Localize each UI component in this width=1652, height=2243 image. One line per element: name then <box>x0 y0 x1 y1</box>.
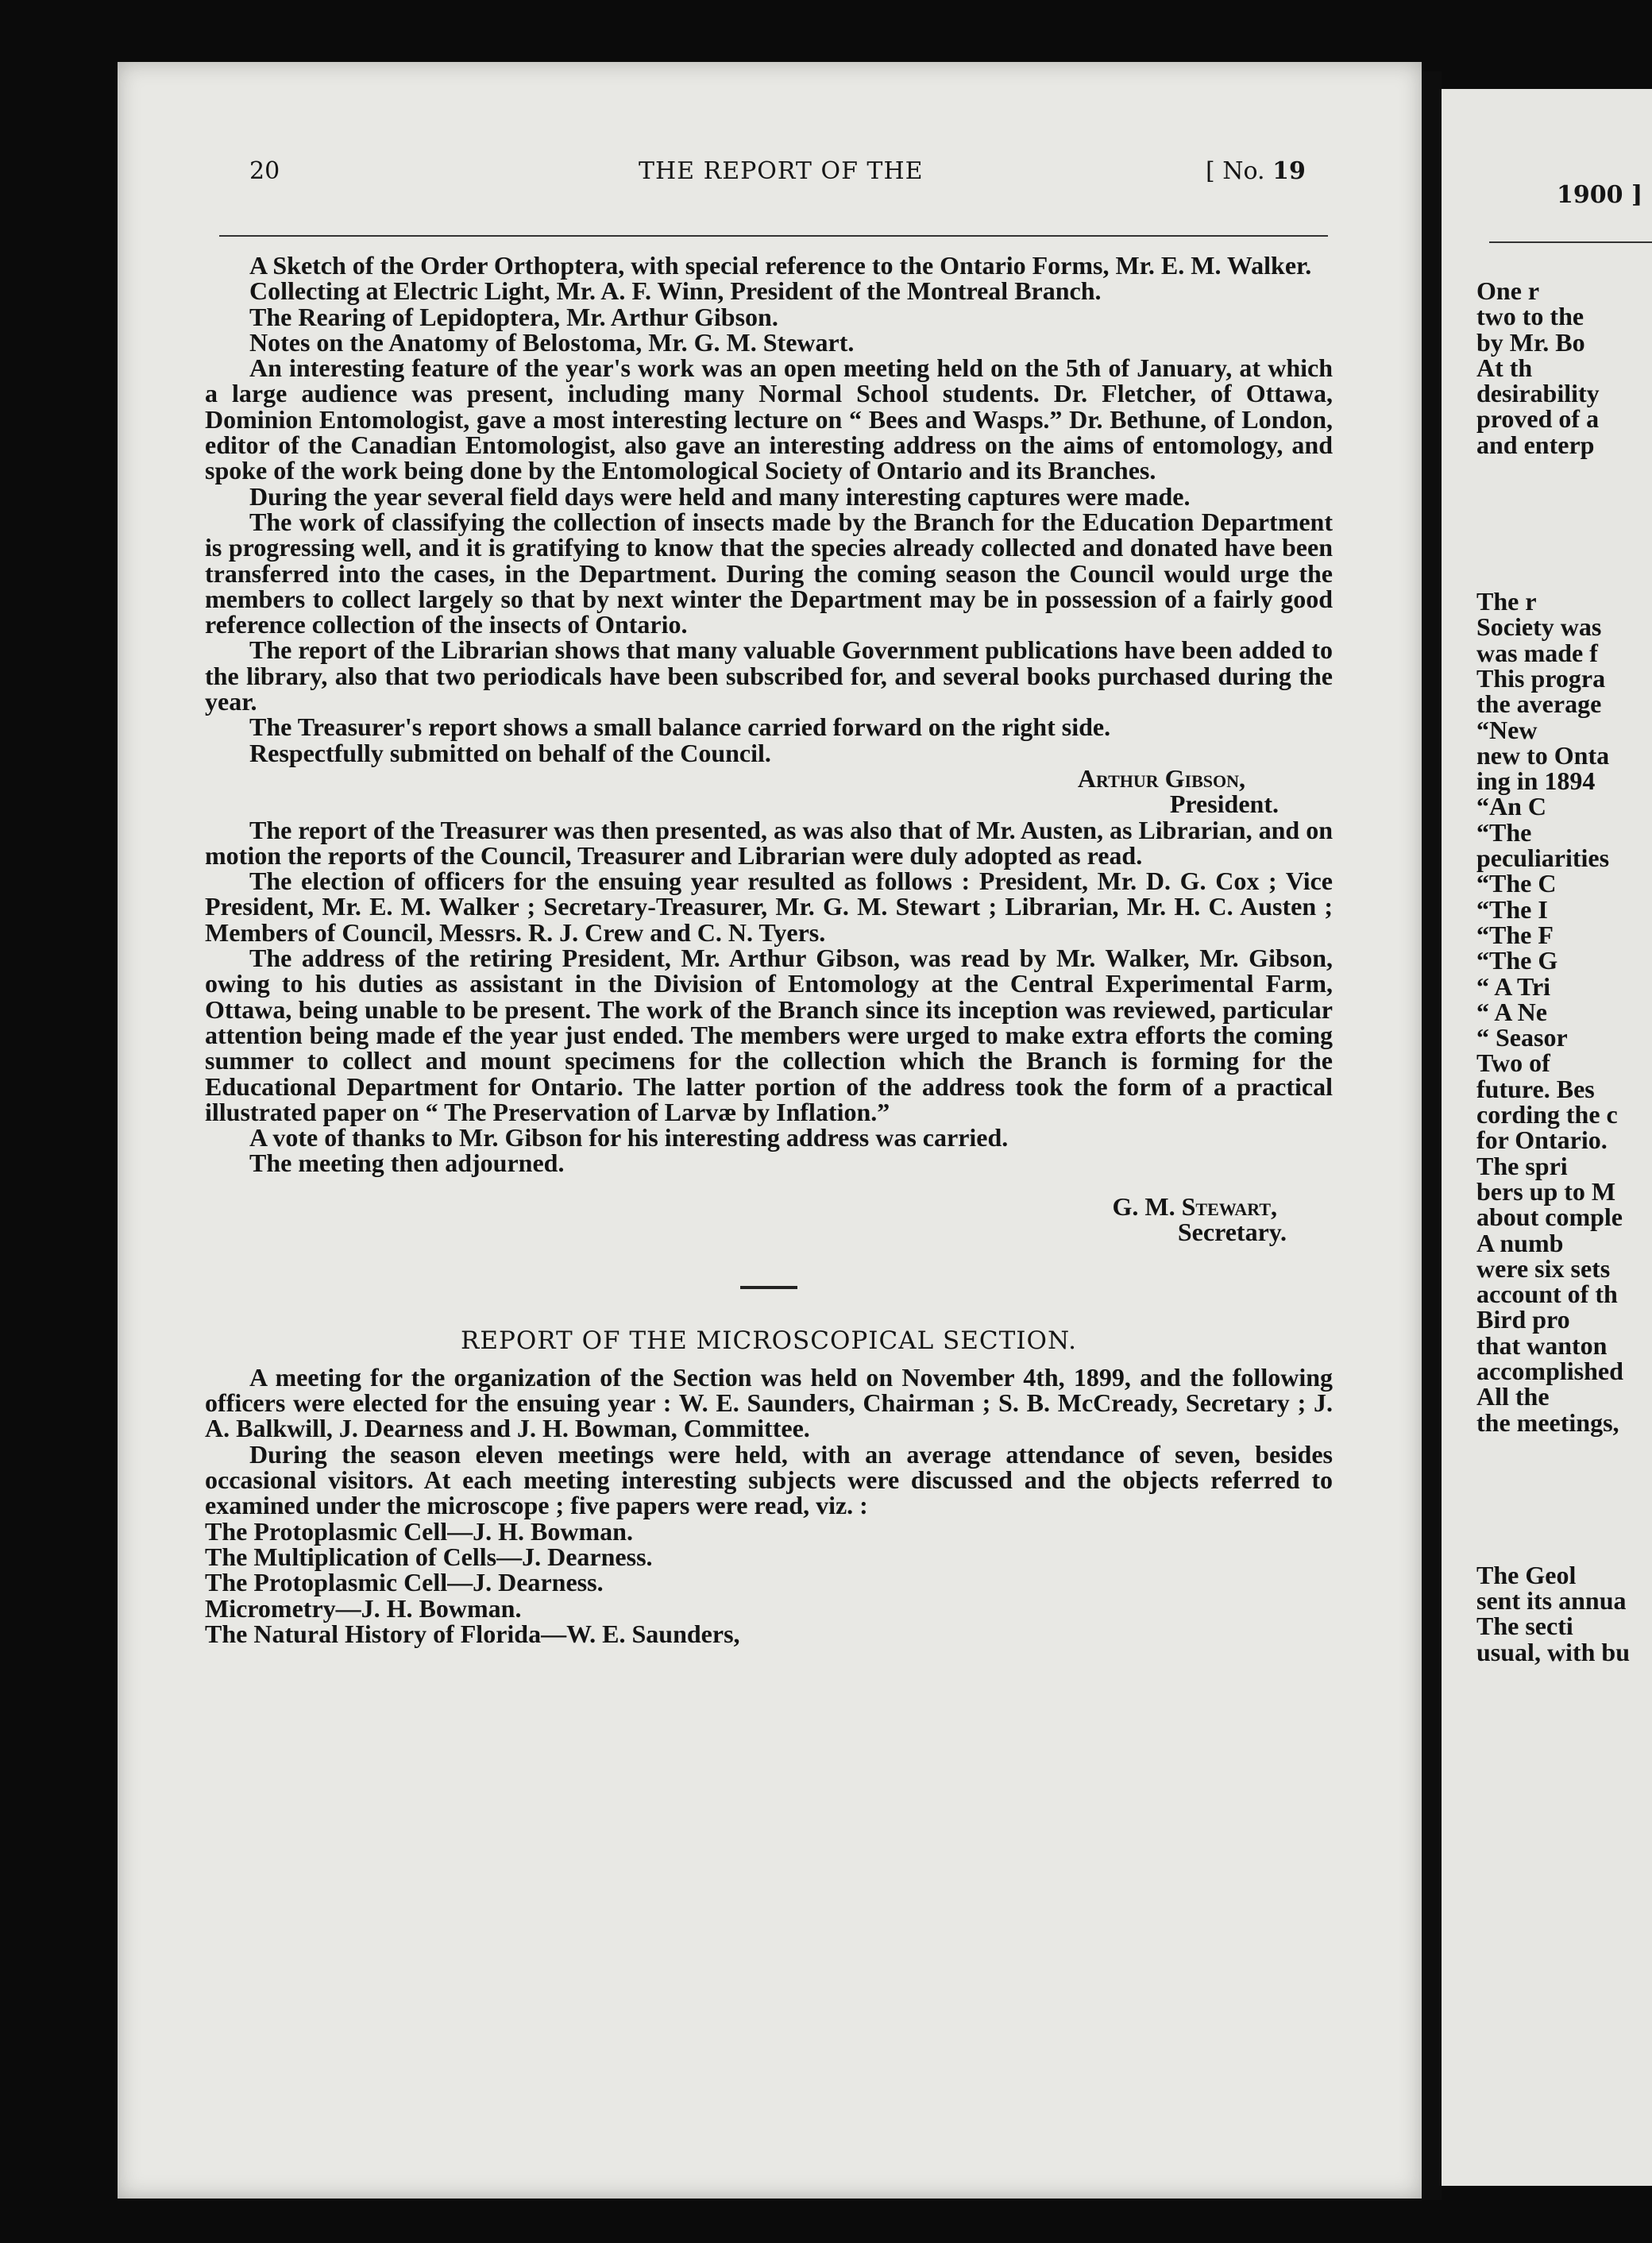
right-block-2 <box>1476 589 1652 1435</box>
paragraph: An interesting feature of the year's work was an open meeting held on the 5th of January, at which a large audience was present, including many Normal School students. Dr. Fletcher, of Ottawa, Dominion Entomologist, gave a most interesting lecture on “ Bees and Wasps.” Dr. Bethune, of London, editor of the Canadian Entomologist, also gave an interesting address on the aims of entomology, and spoke of the work being done by the Entomological Society of Ontario and its Branches. <box>205 353 1333 485</box>
right-page-line: the average <box>1476 689 1602 719</box>
right-page-line: “ A Ne <box>1476 997 1547 1026</box>
right-page-line: Bird pro <box>1476 1305 1570 1334</box>
secretary-title: Secretary. <box>1177 1217 1287 1246</box>
right-page-line: “The <box>1476 817 1532 847</box>
right-page-line: bers up to M <box>1476 1176 1616 1206</box>
right-page-line: “New <box>1476 715 1538 744</box>
right-page-line: ing in 1894 <box>1476 766 1596 796</box>
right-page-line: two to the <box>1476 302 1584 331</box>
right-block-1 <box>1476 278 1652 457</box>
right-page-line: about comple <box>1476 1203 1623 1232</box>
secretary-name: G. M. Stewart, <box>1112 1191 1277 1221</box>
paragraph-group-1 <box>205 253 1333 766</box>
right-page-line: sent its annua <box>1476 1586 1627 1616</box>
paragraph-group-3 <box>205 1362 1333 1520</box>
right-page <box>1442 89 1652 2186</box>
right-page-line: cording the c <box>1476 1100 1618 1129</box>
running-title: THE REPORT OF THE <box>639 157 924 185</box>
paragraph-group-2 <box>205 817 1333 1176</box>
right-page-line: and enterp <box>1476 430 1595 459</box>
right-page-line: A numb <box>1476 1228 1564 1257</box>
number-value: 19 <box>1272 157 1306 185</box>
signature-name: Arthur Gibson, <box>1077 763 1245 793</box>
number-prefix: [ No. <box>1206 157 1265 185</box>
right-page-line: for Ontario. <box>1476 1125 1608 1155</box>
right-page-line: “The F <box>1476 920 1554 949</box>
right-page-line: account of th <box>1476 1280 1618 1309</box>
paper-list-item: The Protoplasmic Cell—J. Dearness. <box>205 1568 604 1597</box>
right-page-line: was made f <box>1476 638 1598 667</box>
right-block-3 <box>1476 1562 1652 1665</box>
paragraph: The Treasurer's report shows a small balance carried forward on the right side. <box>249 712 1111 742</box>
paragraph: A Sketch of the Order Orthoptera, with special reference to the Ontario Forms, Mr. E. M. Walker. <box>249 251 1312 280</box>
paragraph: The report of the Librarian shows that many valuable Government publications have been added to the library, also that two periodicals have been subscribed for, and several books purchased during the year. <box>205 635 1333 716</box>
paper-list-item: The Natural History of Florida—W. E. Saunders, <box>205 1619 740 1648</box>
right-page-line: Two of <box>1476 1048 1550 1078</box>
right-page-line: The r <box>1476 587 1537 616</box>
right-page-line: The secti <box>1476 1612 1573 1641</box>
right-page-line: by Mr. Bo <box>1476 327 1585 357</box>
right-page-line: At th <box>1476 353 1533 382</box>
right-page-line: usual, with bu <box>1476 1637 1630 1666</box>
right-page-line: future. Bes <box>1476 1074 1595 1103</box>
right-page-line: “The C <box>1476 869 1557 898</box>
page-number: 20 <box>249 157 280 185</box>
signature-title: President. <box>1169 789 1279 819</box>
right-page-line: “The G <box>1476 946 1558 975</box>
right-page-line: One r <box>1476 276 1540 305</box>
right-page-body <box>1476 278 1652 1665</box>
right-page-line: All the <box>1476 1382 1550 1411</box>
right-page-line: The Geol <box>1476 1560 1577 1589</box>
right-page-line: “ A Tri <box>1476 971 1551 1001</box>
left-page <box>118 62 1422 2199</box>
paragraph: A vote of thanks to Mr. Gibson for his interesting address was carried. <box>249 1123 1009 1152</box>
right-page-line: that wanton <box>1476 1330 1608 1360</box>
paragraph: During the year several field days were held and many interesting captures were made. <box>249 481 1191 511</box>
paragraph: The address of the retiring President, Mr. Arthur Gibson, was read by Mr. Walker, Mr. Gibson, owing to his duties as assistant in the Division of Entomology at the Central Experimental Farm, Ottawa, being unable to be present. The work of the Branch since its inception was reviewed, particular attention being made ef the year just ended. The members were urged to make extra efforts the coming summer to collect and mount specimens for the collection which the Branch is forming for the Educational Department for Ontario. The latter portion of the address took the form of a practical illustrated paper on “ The Preservation of Larvæ by Inflation.” <box>205 944 1333 1126</box>
right-page-line: “An C <box>1476 792 1547 821</box>
document-number <box>1206 157 1306 185</box>
paragraph: Respectfully submitted on behalf of the Council. <box>249 738 771 767</box>
header-rule <box>219 235 1328 237</box>
paragraph: The meeting then adjourned. <box>249 1149 565 1178</box>
section-divider <box>205 1272 1333 1297</box>
paragraph: Collecting at Electric Light, Mr. A. F. Winn, President of the Montreal Branch. <box>249 276 1102 306</box>
right-page-header: 1900 ] <box>1557 181 1643 209</box>
right-page-line: The spri <box>1476 1151 1568 1180</box>
paragraph: The work of classifying the collection of insects made by the Branch for the Education Department is progressing well, and it is gratifying to know that the species already collected and donated have been transferred into the cases, in the Department. During the coming season the Council would urge the members to collect largely so that by next winter the Department may be in possession of a fairly good reference collection of the insects of Ontario. <box>205 507 1333 639</box>
paper-list-item: The Protoplasmic Cell—J. H. Bowman. <box>205 1516 633 1546</box>
page-gutter <box>1422 71 1442 2200</box>
right-page-line: “ Seasor <box>1476 1023 1568 1052</box>
right-page-line: the meetings, <box>1476 1407 1619 1437</box>
right-page-line: peculiarities <box>1476 844 1610 873</box>
page-body <box>205 253 1333 1647</box>
right-page-line: were six sets <box>1476 1253 1611 1283</box>
right-page-line: “The I <box>1476 894 1548 924</box>
paragraph: The election of officers for the ensuing year resulted as follows : President, Mr. D. G. Cox ; Vice President, Mr. E. M. Walker ; Secretary-Treasurer, Mr. G. M. Stewart ; Librarian, Mr. H. C. Austen ; Members of Council, Messrs. R. J. Crew and C. N. Tyers. <box>205 867 1333 947</box>
right-header-rule <box>1489 241 1652 243</box>
paper-list-item: Micrometry—J. H. Bowman. <box>205 1593 522 1623</box>
section-heading: REPORT OF THE MICROSCOPICAL SECTION. <box>461 1326 1077 1355</box>
right-page-line: desirability <box>1476 379 1600 408</box>
right-page-line: proved of a <box>1476 404 1600 434</box>
paragraph: A meeting for the organization of the Section was held on November 4th, 1899, and the following officers were elected for the ensuing year : W. E. Saunders, Chairman ; S. B. McCready, Secretary ; J. A. Balkwill, J. Dearness and J. H. Bowman, Committee. <box>205 1362 1333 1443</box>
right-page-line: accomplished <box>1476 1356 1623 1385</box>
right-page-line: Society was <box>1476 612 1602 642</box>
paragraph: During the season eleven meetings were held, with an average attendance of seven, besides occasional visitors. At each meeting interesting subjects were discussed and the objects referred to examined under the microscope ; five papers were read, viz. : <box>205 1439 1333 1520</box>
paragraph: Notes on the Anatomy of Belostoma, Mr. G. M. Stewart. <box>249 327 855 357</box>
paragraph: The Rearing of Lepidoptera, Mr. Arthur Gibson. <box>249 302 778 331</box>
right-page-line: This progra <box>1476 663 1606 693</box>
paper-list-item: The Multiplication of Cells—J. Dearness. <box>205 1542 653 1571</box>
paragraph: The report of the Treasurer was then presented, as was also that of Mr. Austen, as Librarian, and on motion the reports of the Council, Treasurer and Librarian were duly adopted as read. <box>205 815 1333 870</box>
papers-list <box>205 1516 1333 1648</box>
right-page-line: new to Onta <box>1476 740 1610 770</box>
